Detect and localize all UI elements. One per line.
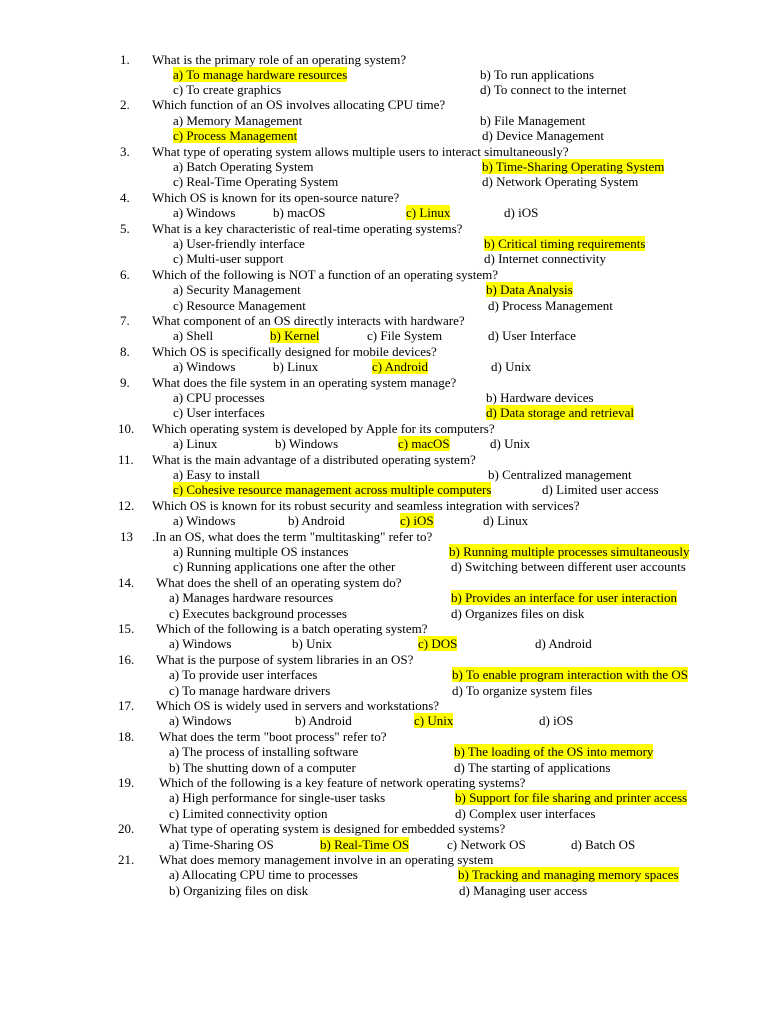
answer-option: d) Batch OS (571, 837, 636, 852)
answer-option-highlighted: b) Critical timing requirements (484, 236, 646, 251)
question-text: Which of the following is a key feature of network operating systems? (159, 775, 526, 790)
answer-option: a) Windows (173, 359, 236, 374)
answer-option: b) The shutting down of a computer (169, 760, 356, 775)
question-text: What does the file system in an operating system manage? (152, 375, 457, 390)
question-number: 17. (118, 698, 135, 713)
question-text: Which OS is known for its open-source nature? (152, 190, 400, 205)
question-text: Which operating system is developed by Apple for its computers? (152, 421, 495, 436)
answer-option: b) File Management (480, 113, 586, 128)
answer-option: a) Running multiple OS instances (173, 544, 349, 559)
question-text: What is the primary role of an operating system? (152, 52, 407, 67)
question-text: What type of operating system is designed for embedded systems? (159, 821, 506, 836)
answer-option-highlighted: c) Process Management (173, 128, 298, 143)
answer-option: c) Real-Time Operating System (173, 174, 339, 189)
answer-option: b) Android (295, 713, 352, 728)
answer-option: d) Unix (491, 359, 532, 374)
question-text: What does memory management involve in an operating system (159, 852, 494, 867)
answer-option: a) Windows (169, 713, 232, 728)
answer-option: a) User-friendly interface (173, 236, 305, 251)
answer-option-highlighted: b) Support for file sharing and printer access (455, 790, 688, 805)
question-text: Which OS is known for its robust security and seamless integration with services? (152, 498, 580, 513)
answer-option: a) Allocating CPU time to processes (169, 867, 358, 882)
answer-option-highlighted: b) Real-Time OS (320, 837, 410, 852)
question-number: 10. (118, 421, 135, 436)
answer-option: b) Linux (273, 359, 319, 374)
question-text: Which of the following is NOT a function of an operating system? (152, 267, 498, 282)
answer-option: d) Process Management (488, 298, 613, 313)
question-number: 6. (120, 267, 130, 282)
answer-option: a) High performance for single-user tasks (169, 790, 386, 805)
answer-option-highlighted: c) Linux (406, 205, 451, 220)
answer-option-highlighted: b) The loading of the OS into memory (454, 744, 654, 759)
answer-option: d) Managing user access (459, 883, 588, 898)
answer-option: a) Memory Management (173, 113, 303, 128)
answer-option: b) Organizing files on disk (169, 883, 309, 898)
question-number: 11. (118, 452, 134, 467)
answer-option: b) To run applications (480, 67, 595, 82)
answer-option: c) Running applications one after the other (173, 559, 396, 574)
question-text: What component of an OS directly interacts with hardware? (152, 313, 465, 328)
answer-option-highlighted: b) Kernel (270, 328, 320, 343)
answer-option: a) The process of installing software (169, 744, 359, 759)
question-number: 14. (118, 575, 135, 590)
answer-option: d) Network Operating System (482, 174, 639, 189)
question-number: 16. (118, 652, 135, 667)
answer-option: d) User Interface (488, 328, 577, 343)
question-number: 18. (118, 729, 135, 744)
answer-option: a) Windows (173, 513, 236, 528)
answer-option: b) macOS (273, 205, 326, 220)
answer-option: d) Internet connectivity (484, 251, 607, 266)
answer-option: d) Linux (483, 513, 529, 528)
question-number: 12. (118, 498, 135, 513)
question-text: Which function of an OS involves allocating CPU time? (152, 97, 446, 112)
answer-option: c) Network OS (447, 837, 526, 852)
answer-option: d) To connect to the internet (480, 82, 627, 97)
question-number: 13 (120, 529, 133, 544)
answer-option: a) Windows (173, 205, 236, 220)
answer-option-highlighted: b) To enable program interaction with the OS (452, 667, 689, 682)
question-number: 19. (118, 775, 135, 790)
answer-option-highlighted: b) Provides an interface for user interaction (451, 590, 677, 605)
answer-option-highlighted: c) iOS (400, 513, 434, 528)
question-number: 7. (120, 313, 130, 328)
answer-option: d) Switching between different user accounts (451, 559, 686, 574)
answer-option: b) Unix (292, 636, 333, 651)
answer-option-highlighted: c) DOS (418, 636, 458, 651)
answer-option: d) The starting of applications (454, 760, 611, 775)
question-number: 1. (120, 52, 130, 67)
question-number: 4. (120, 190, 130, 205)
answer-option-highlighted: c) macOS (398, 436, 450, 451)
question-number: 8. (120, 344, 130, 359)
answer-option: b) Android (288, 513, 345, 528)
answer-option: d) Android (535, 636, 592, 651)
answer-option: a) To provide user interfaces (169, 667, 318, 682)
answer-option: b) Centralized management (488, 467, 632, 482)
answer-option: a) Shell (173, 328, 214, 343)
question-text: What is the main advantage of a distributed operating system? (152, 452, 476, 467)
answer-option: c) Multi-user support (173, 251, 284, 266)
answer-option: c) Executes background processes (169, 606, 347, 621)
answer-option: c) To create graphics (173, 82, 282, 97)
answer-option-highlighted: b) Time-Sharing Operating System (482, 159, 665, 174)
answer-option-highlighted: b) Data Analysis (486, 282, 573, 297)
answer-option-highlighted: c) Unix (414, 713, 454, 728)
answer-option: c) Resource Management (173, 298, 306, 313)
answer-option: d) Limited user access (542, 482, 659, 497)
answer-option: c) User interfaces (173, 405, 265, 420)
answer-option-highlighted: c) Android (372, 359, 428, 374)
answer-option: a) Linux (173, 436, 218, 451)
answer-option: a) Time-Sharing OS (169, 837, 274, 852)
answer-option: a) Windows (169, 636, 232, 651)
answer-option: d) Complex user interfaces (455, 806, 596, 821)
answer-option: c) Limited connectivity option (169, 806, 328, 821)
answer-option: d) iOS (539, 713, 574, 728)
answer-option-highlighted: a) To manage hardware resources (173, 67, 348, 82)
answer-option: d) Device Management (482, 128, 605, 143)
question-number: 9. (120, 375, 130, 390)
answer-option: c) To manage hardware drivers (169, 683, 331, 698)
answer-option: d) Organizes files on disk (451, 606, 585, 621)
question-text: .In an OS, what does the term "multitasking" refer to? (152, 529, 433, 544)
answer-option: b) Hardware devices (486, 390, 594, 405)
question-number: 20. (118, 821, 135, 836)
question-text: Which of the following is a batch operating system? (156, 621, 428, 636)
question-number: 21. (118, 852, 135, 867)
answer-option-highlighted: b) Tracking and managing memory spaces (458, 867, 679, 882)
question-number: 2. (120, 97, 130, 112)
question-text: Which OS is widely used in servers and workstations? (156, 698, 440, 713)
answer-option: b) Windows (275, 436, 339, 451)
answer-option: a) Easy to install (173, 467, 261, 482)
answer-option: a) Security Management (173, 282, 301, 297)
answer-option-highlighted: d) Data storage and retrieval (486, 405, 634, 420)
question-text: What type of operating system allows multiple users to interact simultaneously? (152, 144, 569, 159)
question-number: 5. (120, 221, 130, 236)
answer-option: d) iOS (504, 205, 539, 220)
question-text: What is the purpose of system libraries in an OS? (156, 652, 414, 667)
question-text: Which OS is specifically designed for mobile devices? (152, 344, 437, 359)
answer-option: a) Batch Operating System (173, 159, 314, 174)
question-number: 15. (118, 621, 135, 636)
answer-option: a) Manages hardware resources (169, 590, 334, 605)
answer-option: d) Unix (490, 436, 531, 451)
answer-option: d) To organize system files (452, 683, 593, 698)
answer-option: c) File System (367, 328, 443, 343)
answer-option-highlighted: b) Running multiple processes simultaneously (449, 544, 690, 559)
question-text: What is a key characteristic of real-time operating systems? (152, 221, 463, 236)
question-text: What does the term "boot process" refer to? (159, 729, 387, 744)
answer-option: a) CPU processes (173, 390, 265, 405)
question-number: 3. (120, 144, 130, 159)
answer-option-highlighted: c) Cohesive resource management across multiple computers (173, 482, 492, 497)
question-text: What does the shell of an operating system do? (156, 575, 402, 590)
